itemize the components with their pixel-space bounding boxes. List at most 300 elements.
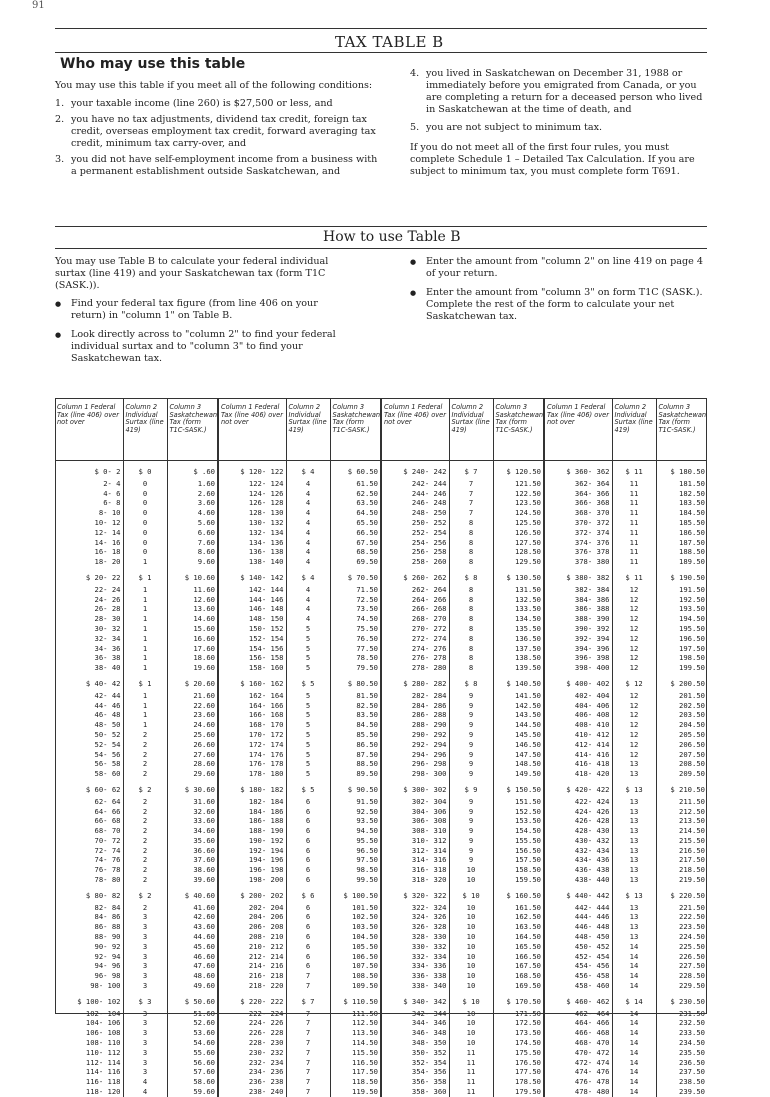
saskatchewan-tax: 81.50 [330, 691, 381, 701]
saskatchewan-tax: 188.50 [656, 547, 707, 557]
individual-surtax: 12 [612, 710, 656, 720]
saskatchewan-tax: $ 70.50 [330, 567, 381, 585]
federal-tax-range: 188- 190 [218, 826, 286, 836]
federal-tax-range: 88- 90 [94, 932, 121, 942]
table-row [55, 903, 707, 913]
federal-tax-range: 186- 188 [218, 816, 286, 826]
saskatchewan-tax: 8.60 [167, 547, 218, 557]
individual-surtax: 13 [612, 932, 656, 942]
who-note: If you do not meet all of the first four rules, you must complete Schedule 1 – Detailed Tax Calculation. If you are subject to minimum tax, you must complete form T691. [410, 142, 695, 177]
federal-tax-range: 348- 350 [381, 1038, 449, 1048]
saskatchewan-tax: 199.50 [656, 663, 707, 673]
saskatchewan-tax: 69.50 [330, 557, 381, 567]
federal-tax-range: $ 280- 282 [381, 673, 449, 691]
saskatchewan-tax: 104.50 [330, 932, 381, 942]
saskatchewan-tax: 224.50 [656, 932, 707, 942]
saskatchewan-tax: 204.50 [656, 720, 707, 730]
individual-surtax: 6 [286, 875, 330, 885]
individual-surtax: 1 [123, 595, 167, 605]
column-header-3: Column 3 Saskatchewan Tax (form T1C-SASK.) [493, 398, 544, 461]
title-rule [55, 52, 707, 53]
individual-surtax: 0 [123, 498, 167, 508]
federal-tax-range: $ 80- 82 [85, 890, 121, 900]
saskatchewan-tax: 2.60 [167, 489, 218, 499]
individual-surtax: $ 6 [286, 885, 330, 903]
federal-tax-range: 308- 310 [381, 826, 449, 836]
saskatchewan-tax: 203.50 [656, 710, 707, 720]
individual-surtax: $ 3 [123, 991, 167, 1009]
federal-tax-range: 418- 420 [544, 769, 612, 779]
federal-tax-range: 430- 432 [544, 836, 612, 846]
saskatchewan-tax: 207.50 [656, 750, 707, 760]
individual-surtax: 7 [286, 1067, 330, 1077]
saskatchewan-tax: 26.60 [167, 740, 218, 750]
individual-surtax: 3 [123, 952, 167, 962]
federal-tax-range: 36- 38 [94, 653, 121, 663]
federal-tax-range: 124- 126 [218, 489, 286, 499]
saskatchewan-tax: 194.50 [656, 614, 707, 624]
table-row [55, 1058, 707, 1068]
individual-surtax: 8 [449, 538, 493, 548]
federal-tax-range: 196- 198 [218, 865, 286, 875]
column-header-1: Column 1 Federal Tax (line 406) over not over [381, 398, 449, 461]
individual-surtax: $ 1 [123, 567, 167, 585]
table-row [55, 1087, 707, 1097]
saskatchewan-tax: 117.50 [330, 1067, 381, 1077]
individual-surtax: 7 [286, 1028, 330, 1038]
saskatchewan-tax: 115.50 [330, 1048, 381, 1058]
individual-surtax: $ 1 [123, 673, 167, 691]
saskatchewan-tax: 178.50 [493, 1077, 544, 1087]
saskatchewan-tax: 97.50 [330, 855, 381, 865]
federal-tax-range: 94- 96 [94, 961, 121, 971]
federal-tax-range: 132- 134 [218, 528, 286, 538]
federal-tax-range: 450- 452 [544, 942, 612, 952]
individual-surtax: 13 [612, 826, 656, 836]
individual-surtax: 7 [286, 1087, 330, 1097]
individual-surtax: 10 [449, 912, 493, 922]
saskatchewan-tax: 177.50 [493, 1067, 544, 1077]
saskatchewan-tax: $ 50.60 [167, 991, 218, 1009]
individual-surtax: 6 [286, 855, 330, 865]
individual-surtax: $ 8 [449, 673, 493, 691]
table-row [55, 885, 707, 903]
individual-surtax: 6 [286, 903, 330, 913]
federal-tax-range: 170- 172 [218, 730, 286, 740]
individual-surtax: 6 [286, 807, 330, 817]
saskatchewan-tax: 114.50 [330, 1038, 381, 1048]
individual-surtax: 8 [449, 585, 493, 595]
table-row [55, 604, 707, 614]
individual-surtax: 13 [612, 875, 656, 885]
saskatchewan-tax: 232.50 [656, 1018, 707, 1028]
saskatchewan-tax: 119.50 [330, 1087, 381, 1097]
federal-tax-range: 426- 428 [544, 816, 612, 826]
individual-surtax: 13 [612, 807, 656, 817]
individual-surtax: 5 [286, 663, 330, 673]
saskatchewan-tax: $ 100.50 [330, 885, 381, 903]
saskatchewan-tax: 51.60 [167, 1009, 218, 1019]
individual-surtax: $ 12 [612, 673, 656, 691]
federal-tax-range: 310- 312 [381, 836, 449, 846]
saskatchewan-tax: 192.50 [656, 595, 707, 605]
federal-tax-range: 18- 20 [94, 557, 121, 567]
individual-surtax: 7 [449, 508, 493, 518]
individual-surtax: $ 0 [123, 461, 167, 479]
individual-surtax: 6 [286, 961, 330, 971]
federal-tax-range: 46- 48 [94, 710, 121, 720]
table-row [55, 846, 707, 856]
saskatchewan-tax: 156.50 [493, 846, 544, 856]
individual-surtax: 6 [286, 912, 330, 922]
individual-surtax: 4 [286, 585, 330, 595]
saskatchewan-tax: 63.50 [330, 498, 381, 508]
federal-tax-range: 336- 338 [381, 971, 449, 981]
federal-tax-range: 128- 130 [218, 508, 286, 518]
individual-surtax: 2 [123, 750, 167, 760]
saskatchewan-tax: 39.60 [167, 875, 218, 885]
saskatchewan-tax: 229.50 [656, 981, 707, 991]
table-row [55, 663, 707, 673]
saskatchewan-tax: 208.50 [656, 759, 707, 769]
federal-tax-range: 396- 398 [544, 653, 612, 663]
federal-tax-range: 48- 50 [94, 720, 121, 730]
table-row [55, 750, 707, 760]
table-row [55, 942, 707, 952]
individual-surtax: 9 [449, 797, 493, 807]
federal-tax-range: 474- 476 [544, 1067, 612, 1077]
table-row [55, 508, 707, 518]
table-row [55, 498, 707, 508]
saskatchewan-tax: 161.50 [493, 903, 544, 913]
federal-tax-range: $ 60- 62 [85, 784, 121, 794]
table-row [55, 634, 707, 644]
individual-surtax: 3 [123, 961, 167, 971]
federal-tax-range: 212- 214 [218, 952, 286, 962]
individual-surtax: 9 [449, 816, 493, 826]
federal-tax-range: 166- 168 [218, 710, 286, 720]
saskatchewan-tax: 137.50 [493, 644, 544, 654]
individual-surtax: 8 [449, 557, 493, 567]
federal-tax-range: 458- 460 [544, 981, 612, 991]
individual-surtax: 9 [449, 730, 493, 740]
federal-tax-range: 182- 184 [218, 797, 286, 807]
federal-tax-range: 472- 474 [544, 1058, 612, 1068]
federal-tax-range: 168- 170 [218, 720, 286, 730]
federal-tax-range: 330- 332 [381, 942, 449, 952]
saskatchewan-tax: 9.60 [167, 557, 218, 567]
federal-tax-range: 416- 418 [544, 759, 612, 769]
individual-surtax: 10 [449, 961, 493, 971]
individual-surtax: 14 [612, 952, 656, 962]
saskatchewan-tax: 34.60 [167, 826, 218, 836]
federal-tax-range: 464- 466 [544, 1018, 612, 1028]
individual-surtax: 10 [449, 1018, 493, 1028]
individual-surtax: 11 [449, 1077, 493, 1087]
saskatchewan-tax: 75.50 [330, 624, 381, 634]
federal-tax-range: 52- 54 [94, 739, 121, 749]
table-row [55, 461, 707, 479]
individual-surtax: 7 [286, 1009, 330, 1019]
individual-surtax: 13 [612, 912, 656, 922]
federal-tax-range: $ 260- 262 [381, 567, 449, 585]
saskatchewan-tax: $ 150.50 [493, 779, 544, 797]
individual-surtax: 12 [612, 624, 656, 634]
saskatchewan-tax: 53.60 [167, 1028, 218, 1038]
saskatchewan-tax: 94.50 [330, 826, 381, 836]
individual-surtax: 6 [286, 826, 330, 836]
individual-surtax: $ 11 [612, 567, 656, 585]
individual-surtax: 2 [123, 807, 167, 817]
federal-tax-range: $ 40- 42 [85, 678, 121, 688]
individual-surtax: 11 [612, 479, 656, 489]
individual-surtax: 13 [612, 769, 656, 779]
individual-surtax: 5 [286, 710, 330, 720]
saskatchewan-tax: 138.50 [493, 653, 544, 663]
federal-tax-range: 172- 174 [218, 740, 286, 750]
saskatchewan-tax: 221.50 [656, 903, 707, 913]
individual-surtax: 10 [449, 903, 493, 913]
federal-tax-range: $ 200- 202 [218, 885, 286, 903]
table-row [55, 807, 707, 817]
federal-tax-range: 432- 434 [544, 846, 612, 856]
federal-tax-range: 30- 32 [94, 623, 121, 633]
individual-surtax: 13 [612, 865, 656, 875]
federal-tax-range: 106- 108 [85, 1028, 121, 1038]
individual-surtax: 3 [123, 942, 167, 952]
table-row [55, 1038, 707, 1048]
table-row [55, 701, 707, 711]
saskatchewan-tax: 175.50 [493, 1048, 544, 1058]
individual-surtax: 11 [612, 508, 656, 518]
federal-tax-range: 392- 394 [544, 634, 612, 644]
condition-item: 1. your taxable income (line 260) is $27,500 or less, and [55, 98, 333, 109]
individual-surtax: 11 [612, 528, 656, 538]
saskatchewan-tax: 166.50 [493, 952, 544, 962]
saskatchewan-tax: 176.50 [493, 1058, 544, 1068]
individual-surtax: 9 [449, 691, 493, 701]
individual-surtax: 3 [123, 1048, 167, 1058]
federal-tax-range: 388- 390 [544, 614, 612, 624]
saskatchewan-tax: 43.60 [167, 922, 218, 932]
how-left-column [55, 256, 355, 372]
how-step: ● Look directly across to "column 2" to find your federal individual surtax and to "column 3" to find your Saskatchewan tax. [55, 329, 355, 365]
federal-tax-range: 402- 404 [544, 691, 612, 701]
individual-surtax: 2 [123, 797, 167, 807]
individual-surtax: 6 [286, 797, 330, 807]
table-row [55, 518, 707, 528]
saskatchewan-tax: 83.50 [330, 710, 381, 720]
individual-surtax: 9 [449, 759, 493, 769]
federal-tax-range: 354- 356 [381, 1067, 449, 1077]
individual-surtax: 1 [123, 557, 167, 567]
saskatchewan-tax: 134.50 [493, 614, 544, 624]
saskatchewan-tax: $ 230.50 [656, 991, 707, 1009]
federal-tax-range: 394- 396 [544, 644, 612, 654]
federal-tax-range: 16- 18 [94, 547, 121, 557]
saskatchewan-tax: $ 220.50 [656, 885, 707, 903]
individual-surtax: 11 [449, 1067, 493, 1077]
saskatchewan-tax: 136.50 [493, 634, 544, 644]
individual-surtax: 0 [123, 518, 167, 528]
federal-tax-range: 122- 124 [218, 479, 286, 489]
saskatchewan-tax: 15.60 [167, 624, 218, 634]
individual-surtax: 14 [612, 1018, 656, 1028]
federal-tax-range: 50- 52 [94, 729, 121, 739]
table-row [55, 1028, 707, 1038]
saskatchewan-tax: 132.50 [493, 595, 544, 605]
federal-tax-range: 118- 120 [85, 1087, 121, 1097]
table-row [55, 961, 707, 971]
federal-tax-range: 272- 274 [381, 634, 449, 644]
saskatchewan-tax: 121.50 [493, 479, 544, 489]
individual-surtax: 5 [286, 759, 330, 769]
individual-surtax: 14 [612, 971, 656, 981]
federal-tax-range: 378- 380 [544, 557, 612, 567]
individual-surtax: 1 [123, 653, 167, 663]
individual-surtax: 5 [286, 691, 330, 701]
individual-surtax: 12 [612, 750, 656, 760]
federal-tax-range: 22- 24 [94, 584, 121, 594]
federal-tax-range: 438- 440 [544, 875, 612, 885]
saskatchewan-tax: 19.60 [167, 663, 218, 673]
federal-tax-range: $ 360- 362 [544, 461, 612, 479]
individual-surtax: 2 [123, 730, 167, 740]
federal-tax-range: 228- 230 [218, 1038, 286, 1048]
federal-tax-range: 424- 426 [544, 807, 612, 817]
individual-surtax: 9 [449, 710, 493, 720]
federal-tax-range: 56- 58 [94, 759, 121, 769]
saskatchewan-tax: 88.50 [330, 759, 381, 769]
saskatchewan-tax: 29.60 [167, 769, 218, 779]
individual-surtax: $ 5 [286, 779, 330, 797]
individual-surtax: 7 [449, 479, 493, 489]
how-rule [55, 248, 707, 249]
saskatchewan-tax: 5.60 [167, 518, 218, 528]
who-left-column [55, 80, 385, 182]
section-rule [55, 226, 707, 227]
saskatchewan-tax: 36.60 [167, 846, 218, 856]
federal-tax-range: 78- 80 [94, 875, 121, 885]
saskatchewan-tax: 33.60 [167, 816, 218, 826]
federal-tax-range: 136- 138 [218, 547, 286, 557]
saskatchewan-tax: 171.50 [493, 1009, 544, 1019]
federal-tax-range: 332- 334 [381, 952, 449, 962]
federal-tax-range: 434- 436 [544, 855, 612, 865]
table-row [55, 624, 707, 634]
federal-tax-range: 350- 352 [381, 1048, 449, 1058]
individual-surtax: 1 [123, 691, 167, 701]
saskatchewan-tax: 235.50 [656, 1048, 707, 1058]
federal-tax-range: $ 160- 162 [218, 673, 286, 691]
table-row [55, 710, 707, 720]
saskatchewan-tax: 146.50 [493, 740, 544, 750]
tax-table [55, 398, 707, 1097]
individual-surtax: 14 [612, 1058, 656, 1068]
saskatchewan-tax: 129.50 [493, 557, 544, 567]
individual-surtax: 14 [612, 1067, 656, 1077]
federal-tax-range: 444- 446 [544, 912, 612, 922]
saskatchewan-tax: $ 200.50 [656, 673, 707, 691]
saskatchewan-tax: 93.50 [330, 816, 381, 826]
saskatchewan-tax: 1.60 [167, 479, 218, 489]
saskatchewan-tax: 23.60 [167, 710, 218, 720]
table-row [55, 981, 707, 991]
saskatchewan-tax: 128.50 [493, 547, 544, 557]
individual-surtax: 13 [612, 797, 656, 807]
federal-tax-range: 252- 254 [381, 528, 449, 538]
saskatchewan-tax: 215.50 [656, 836, 707, 846]
individual-surtax: 13 [612, 903, 656, 913]
saskatchewan-tax: 24.60 [167, 720, 218, 730]
saskatchewan-tax: 3.60 [167, 498, 218, 508]
federal-tax-range: 382- 384 [544, 585, 612, 595]
saskatchewan-tax: $ 130.50 [493, 567, 544, 585]
federal-tax-range: 38- 40 [94, 663, 121, 673]
page-title: TAX TABLE B [335, 33, 444, 51]
federal-tax-range: 412- 414 [544, 740, 612, 750]
saskatchewan-tax: 184.50 [656, 508, 707, 518]
federal-tax-range: $ 320- 322 [381, 885, 449, 903]
individual-surtax: 5 [286, 730, 330, 740]
saskatchewan-tax: 159.50 [493, 875, 544, 885]
individual-surtax: 10 [449, 1038, 493, 1048]
individual-surtax: 10 [449, 932, 493, 942]
individual-surtax: 7 [286, 981, 330, 991]
federal-tax-range: 406- 408 [544, 710, 612, 720]
federal-tax-range: 114- 116 [85, 1067, 121, 1077]
individual-surtax: 7 [449, 489, 493, 499]
federal-tax-range: 356- 358 [381, 1077, 449, 1087]
table-row [55, 836, 707, 846]
individual-surtax: 14 [612, 981, 656, 991]
individual-surtax: 3 [123, 1067, 167, 1077]
individual-surtax: 1 [123, 644, 167, 654]
saskatchewan-tax: 99.50 [330, 875, 381, 885]
saskatchewan-tax: $ 160.50 [493, 885, 544, 903]
how-step: ● Enter the amount from "column 2" on line 419 on page 4 of your return. [410, 256, 706, 280]
federal-tax-range: 206- 208 [218, 922, 286, 932]
federal-tax-range: 244- 246 [381, 489, 449, 499]
federal-tax-range: 292- 294 [381, 740, 449, 750]
saskatchewan-tax: 202.50 [656, 701, 707, 711]
federal-tax-range: 42- 44 [94, 690, 121, 700]
saskatchewan-tax: 22.60 [167, 701, 218, 711]
individual-surtax: 1 [123, 624, 167, 634]
individual-surtax: 2 [123, 759, 167, 769]
federal-tax-range: 174- 176 [218, 750, 286, 760]
individual-surtax: 10 [449, 971, 493, 981]
individual-surtax: 14 [612, 1077, 656, 1087]
individual-surtax: 0 [123, 479, 167, 489]
saskatchewan-tax: 89.50 [330, 769, 381, 779]
saskatchewan-tax: 226.50 [656, 952, 707, 962]
individual-surtax: 7 [286, 1058, 330, 1068]
saskatchewan-tax: 13.60 [167, 604, 218, 614]
saskatchewan-tax: 234.50 [656, 1038, 707, 1048]
saskatchewan-tax: 76.50 [330, 634, 381, 644]
individual-surtax: 12 [612, 585, 656, 595]
saskatchewan-tax: 152.50 [493, 807, 544, 817]
federal-tax-range: 268- 270 [381, 614, 449, 624]
saskatchewan-tax: 85.50 [330, 730, 381, 740]
federal-tax-range: $ 340- 342 [381, 991, 449, 1009]
federal-tax-range: 274- 276 [381, 644, 449, 654]
saskatchewan-tax: 95.50 [330, 836, 381, 846]
federal-tax-range: $ 140- 142 [218, 567, 286, 585]
saskatchewan-tax: 116.50 [330, 1058, 381, 1068]
individual-surtax: 14 [612, 1009, 656, 1019]
